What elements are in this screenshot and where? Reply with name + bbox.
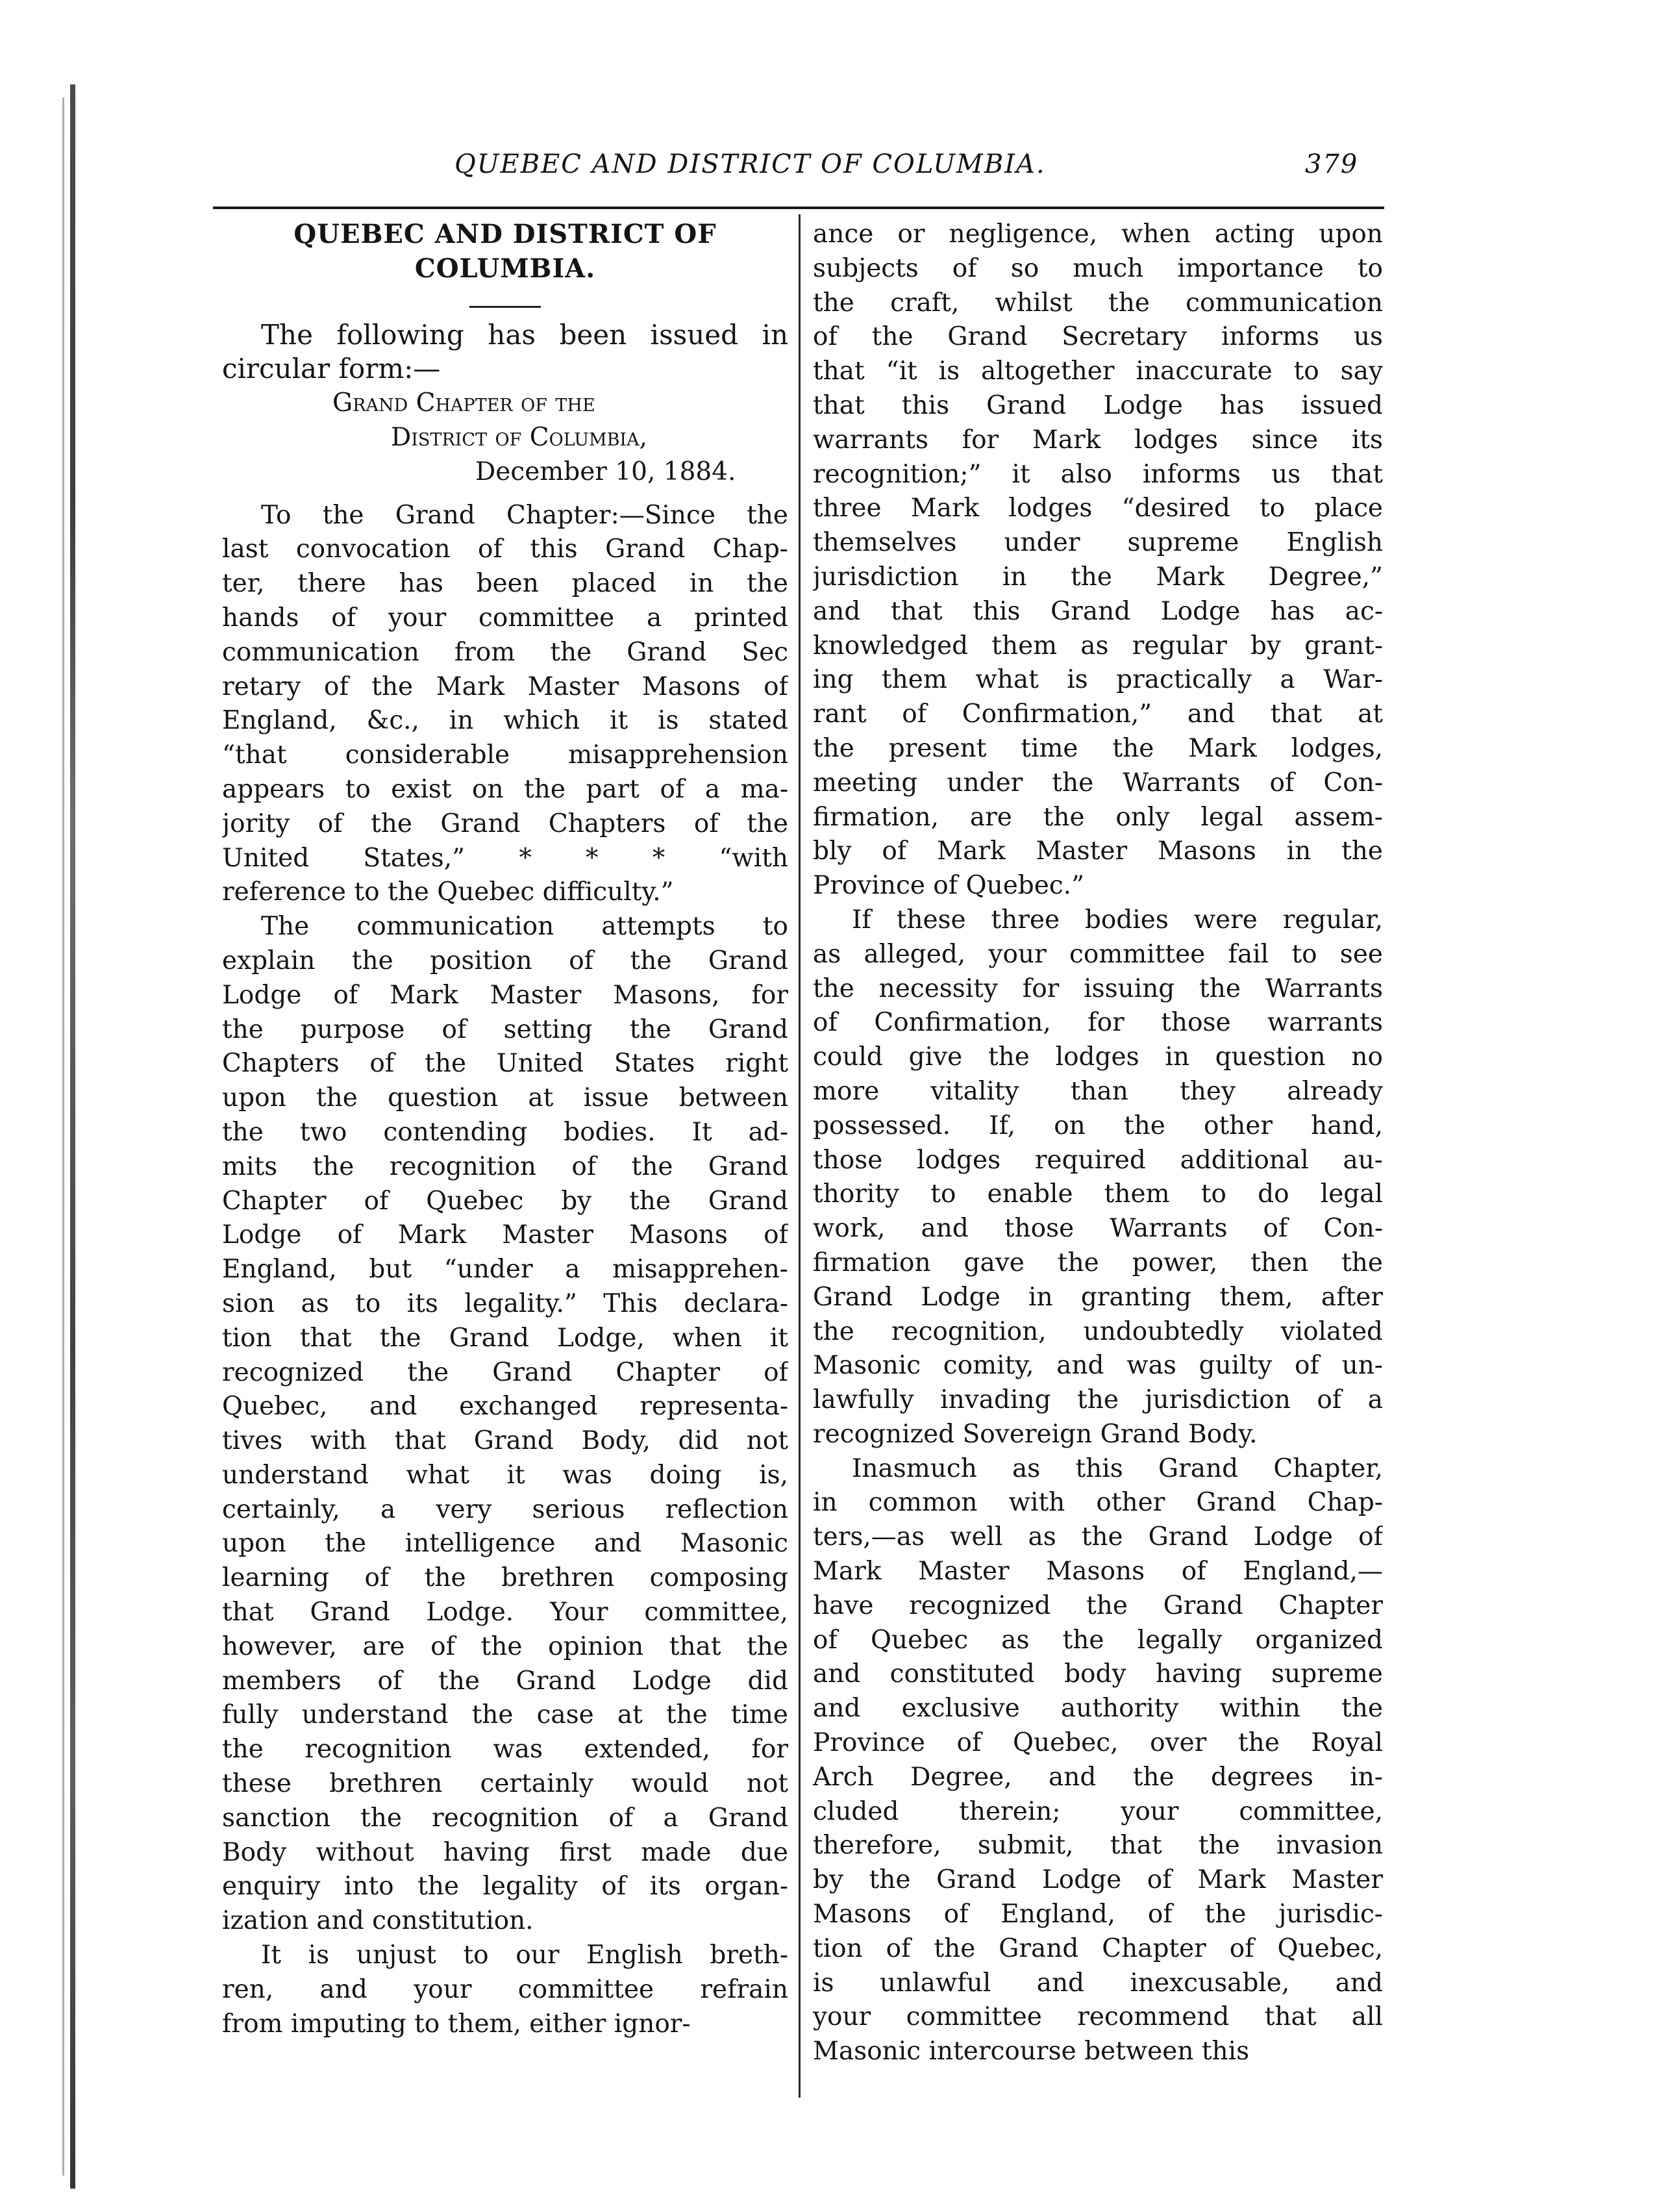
text-line: subjects of so much importance to xyxy=(813,253,1383,283)
text-line: Masons of England, of the jurisdic- xyxy=(813,1900,1383,1929)
text-line: England, but “under a misapprehen- xyxy=(222,1255,788,1285)
text-line: appears to exist on the part of a ma- xyxy=(222,774,788,804)
text-line: and that this Grand Lodge has ac- xyxy=(813,596,1383,626)
text-line: ren, and your committee refrain xyxy=(222,1974,788,2004)
text-line: Masonic intercourse between this xyxy=(813,2037,1250,2067)
text-line: work, and those Warrants of Con- xyxy=(813,1214,1383,1244)
header-rule xyxy=(213,207,1384,209)
scan-margin-shadow-thin xyxy=(62,97,64,2176)
right-column xyxy=(813,218,1383,2069)
running-head-title: QUEBEC AND DISTRICT OF COLUMBIA. xyxy=(454,149,1046,179)
text-line: thority to enable them to do legal xyxy=(813,1179,1383,1209)
text-line: firmation gave the power, then the xyxy=(813,1248,1383,1277)
text-line: more vitality than they already xyxy=(813,1076,1383,1106)
text-line: Chapters of the United States right xyxy=(222,1049,788,1079)
right-body-text xyxy=(813,218,1383,2069)
text-line: themselves under supreme English xyxy=(813,528,1383,558)
text-line: tion of the Grand Chapter of Quebec, xyxy=(813,1933,1383,1963)
text-line: If these three bodies were regular, xyxy=(852,905,1383,935)
text-line: tion that the Grand Lodge, when it xyxy=(222,1323,788,1353)
text-line: retary of the Mark Master Masons of xyxy=(222,672,788,701)
text-line: reference to the Quebec difficulty.” xyxy=(222,877,674,907)
text-line: in common with other Grand Chap- xyxy=(813,1488,1383,1518)
text-line: rant of Confirmation,” and that at xyxy=(813,699,1383,729)
text-line: understand what it was doing is, xyxy=(222,1460,788,1490)
text-line: recognition;” it also informs us that xyxy=(813,459,1383,489)
text-line: To the Grand Chapter:—Since the xyxy=(261,500,788,530)
text-line: ization and constitution. xyxy=(222,1906,534,1936)
text-line: fully understand the case at the time xyxy=(222,1700,788,1730)
left-column xyxy=(222,218,788,2041)
text-line: Inasmuch as this Grand Chapter, xyxy=(852,1453,1383,1483)
text-line: and exclusive authority within the xyxy=(813,1694,1383,1724)
text-line: the necessity for issuing the Warrants xyxy=(813,974,1383,1003)
text-line: have recognized the Grand Chapter xyxy=(813,1590,1383,1620)
text-line: Lodge of Mark Master Masons, for xyxy=(222,980,788,1010)
text-line: “that considerable misapprehension xyxy=(222,740,788,770)
text-line: learning of the brethren composing xyxy=(222,1563,788,1593)
text-line: hands of your committee a printed xyxy=(222,603,788,633)
intro-line: The following has been issued in xyxy=(261,318,788,351)
text-line: of Confirmation, for those warrants xyxy=(813,1008,1383,1038)
title-rule xyxy=(469,306,541,308)
text-line: jority of the Grand Chapters of the xyxy=(222,809,788,838)
text-line: the present time the Mark lodges, xyxy=(813,733,1383,763)
text-line: Quebec, and exchanged representa- xyxy=(222,1392,788,1422)
text-line: Province of Quebec, over the Royal xyxy=(813,1728,1383,1758)
text-line: your committee recommend that all xyxy=(813,2002,1383,2032)
text-line: explain the position of the Grand xyxy=(222,946,788,975)
text-line: meeting under the Warrants of Con- xyxy=(813,768,1383,798)
text-line: sanction the recognition of a Grand xyxy=(222,1803,788,1833)
text-line: Chapter of Quebec by the Grand xyxy=(222,1186,788,1216)
text-line: Mark Master Masons of England,— xyxy=(813,1557,1383,1587)
text-line: that this Grand Lodge has issued xyxy=(813,390,1383,420)
text-line: warrants for Mark lodges since its xyxy=(813,425,1383,455)
text-line: however, are of the opinion that the xyxy=(222,1631,788,1661)
text-line: communication from the Grand Sec xyxy=(222,637,788,667)
text-line: as alleged, your committee fail to see xyxy=(813,939,1383,969)
running-head xyxy=(214,144,1383,190)
heading-date: December 10, 1884. xyxy=(475,457,736,486)
letter-heading xyxy=(222,386,788,489)
text-line: is unlawful and inexcusable, and xyxy=(813,1968,1383,1998)
text-line: lawfully invading the jurisdiction of a xyxy=(813,1385,1383,1415)
text-line: ters,—as well as the Grand Lodge of xyxy=(813,1522,1383,1552)
text-line: could give the lodges in question no xyxy=(813,1042,1383,1072)
text-line: of the Grand Secretary informs us xyxy=(813,322,1383,352)
text-line: mits the recognition of the Grand xyxy=(222,1151,788,1181)
text-line: that Grand Lodge. Your committee, xyxy=(222,1598,788,1628)
text-line: United States,” * * * “with xyxy=(222,843,788,873)
scan-margin-shadow xyxy=(70,84,75,2189)
text-line: the purpose of setting the Grand xyxy=(222,1014,788,1044)
text-line: knowledged them as regular by grant- xyxy=(813,631,1383,660)
text-line: upon the question at issue between xyxy=(222,1083,788,1113)
text-line: those lodges required additional au- xyxy=(813,1145,1383,1175)
text-line: recognized the Grand Chapter of xyxy=(222,1357,788,1387)
text-line: tives with that Grand Body, did not xyxy=(222,1426,788,1456)
text-line: enquiry into the legality of its organ- xyxy=(222,1872,788,1902)
column-divider xyxy=(799,214,801,2098)
text-line: possessed. If, on the other hand, xyxy=(813,1111,1383,1140)
text-line: last convocation of this Grand Chap- xyxy=(222,534,788,564)
text-line: that “it is altogether inaccurate to say xyxy=(813,357,1383,386)
left-body-text xyxy=(222,499,788,2042)
text-line: It is unjust to our English breth- xyxy=(261,1941,788,1970)
text-line: Grand Lodge in granting them, after xyxy=(813,1282,1383,1312)
intro-line: circular form:— xyxy=(222,353,441,385)
heading-line: District of Columbia, xyxy=(391,422,647,452)
text-line: upon the intelligence and Masonic xyxy=(222,1529,788,1559)
text-line: Masonic comity, and was guilty of un- xyxy=(813,1351,1383,1381)
heading-line: Grand Chapter of the xyxy=(332,388,595,418)
text-line: and constituted body having supreme xyxy=(813,1659,1383,1689)
text-line: members of the Grand Lodge did xyxy=(222,1666,788,1696)
text-line: cluded therein; your committee, xyxy=(813,1796,1383,1826)
text-line: by the Grand Lodge of Mark Master xyxy=(813,1865,1383,1895)
page-number: 379 xyxy=(1305,149,1359,179)
article-title-line-1: QUEBEC AND DISTRICT OF xyxy=(293,219,717,249)
text-line: Arch Degree, and the degrees in- xyxy=(813,1762,1383,1792)
text-line: sion as to its legality.” This declara- xyxy=(222,1288,788,1318)
text-line: ance or negligence, when acting upon xyxy=(813,220,1383,249)
text-line: the craft, whilst the communication xyxy=(813,288,1383,318)
text-line: Province of Quebec.” xyxy=(813,871,1085,901)
text-line: the recognition was extended, for xyxy=(222,1735,788,1765)
text-line: ing them what is practically a War- xyxy=(813,665,1383,695)
text-line: certainly, a very serious reflection xyxy=(222,1494,788,1524)
text-line: of Quebec as the legally organized xyxy=(813,1625,1383,1655)
text-line: Body without having first made due xyxy=(222,1837,788,1867)
text-line: recognized Sovereign Grand Body. xyxy=(813,1419,1258,1449)
text-line: bly of Mark Master Masons in the xyxy=(813,836,1383,866)
text-line: therefore, submit, that the invasion xyxy=(813,1831,1383,1861)
text-line: the recognition, undoubtedly violated xyxy=(813,1316,1383,1346)
text-line: from imputing to them, either ignor- xyxy=(222,2009,691,2039)
article-title-line-2: COLUMBIA. xyxy=(414,253,596,284)
text-line: firmation, are the only legal assem- xyxy=(813,802,1383,832)
text-line: the two contending bodies. It ad- xyxy=(222,1117,788,1147)
text-line: jurisdiction in the Mark Degree,” xyxy=(813,562,1383,592)
text-line: ter, there has been placed in the xyxy=(222,569,788,599)
text-line: Lodge of Mark Master Masons of xyxy=(222,1220,788,1250)
text-line: England, &c., in which it is stated xyxy=(222,706,788,736)
text-line: The communication attempts to xyxy=(261,912,788,942)
text-line: these brethren certainly would not xyxy=(222,1769,788,1799)
text-line: three Mark lodges “desired to place xyxy=(813,494,1383,523)
